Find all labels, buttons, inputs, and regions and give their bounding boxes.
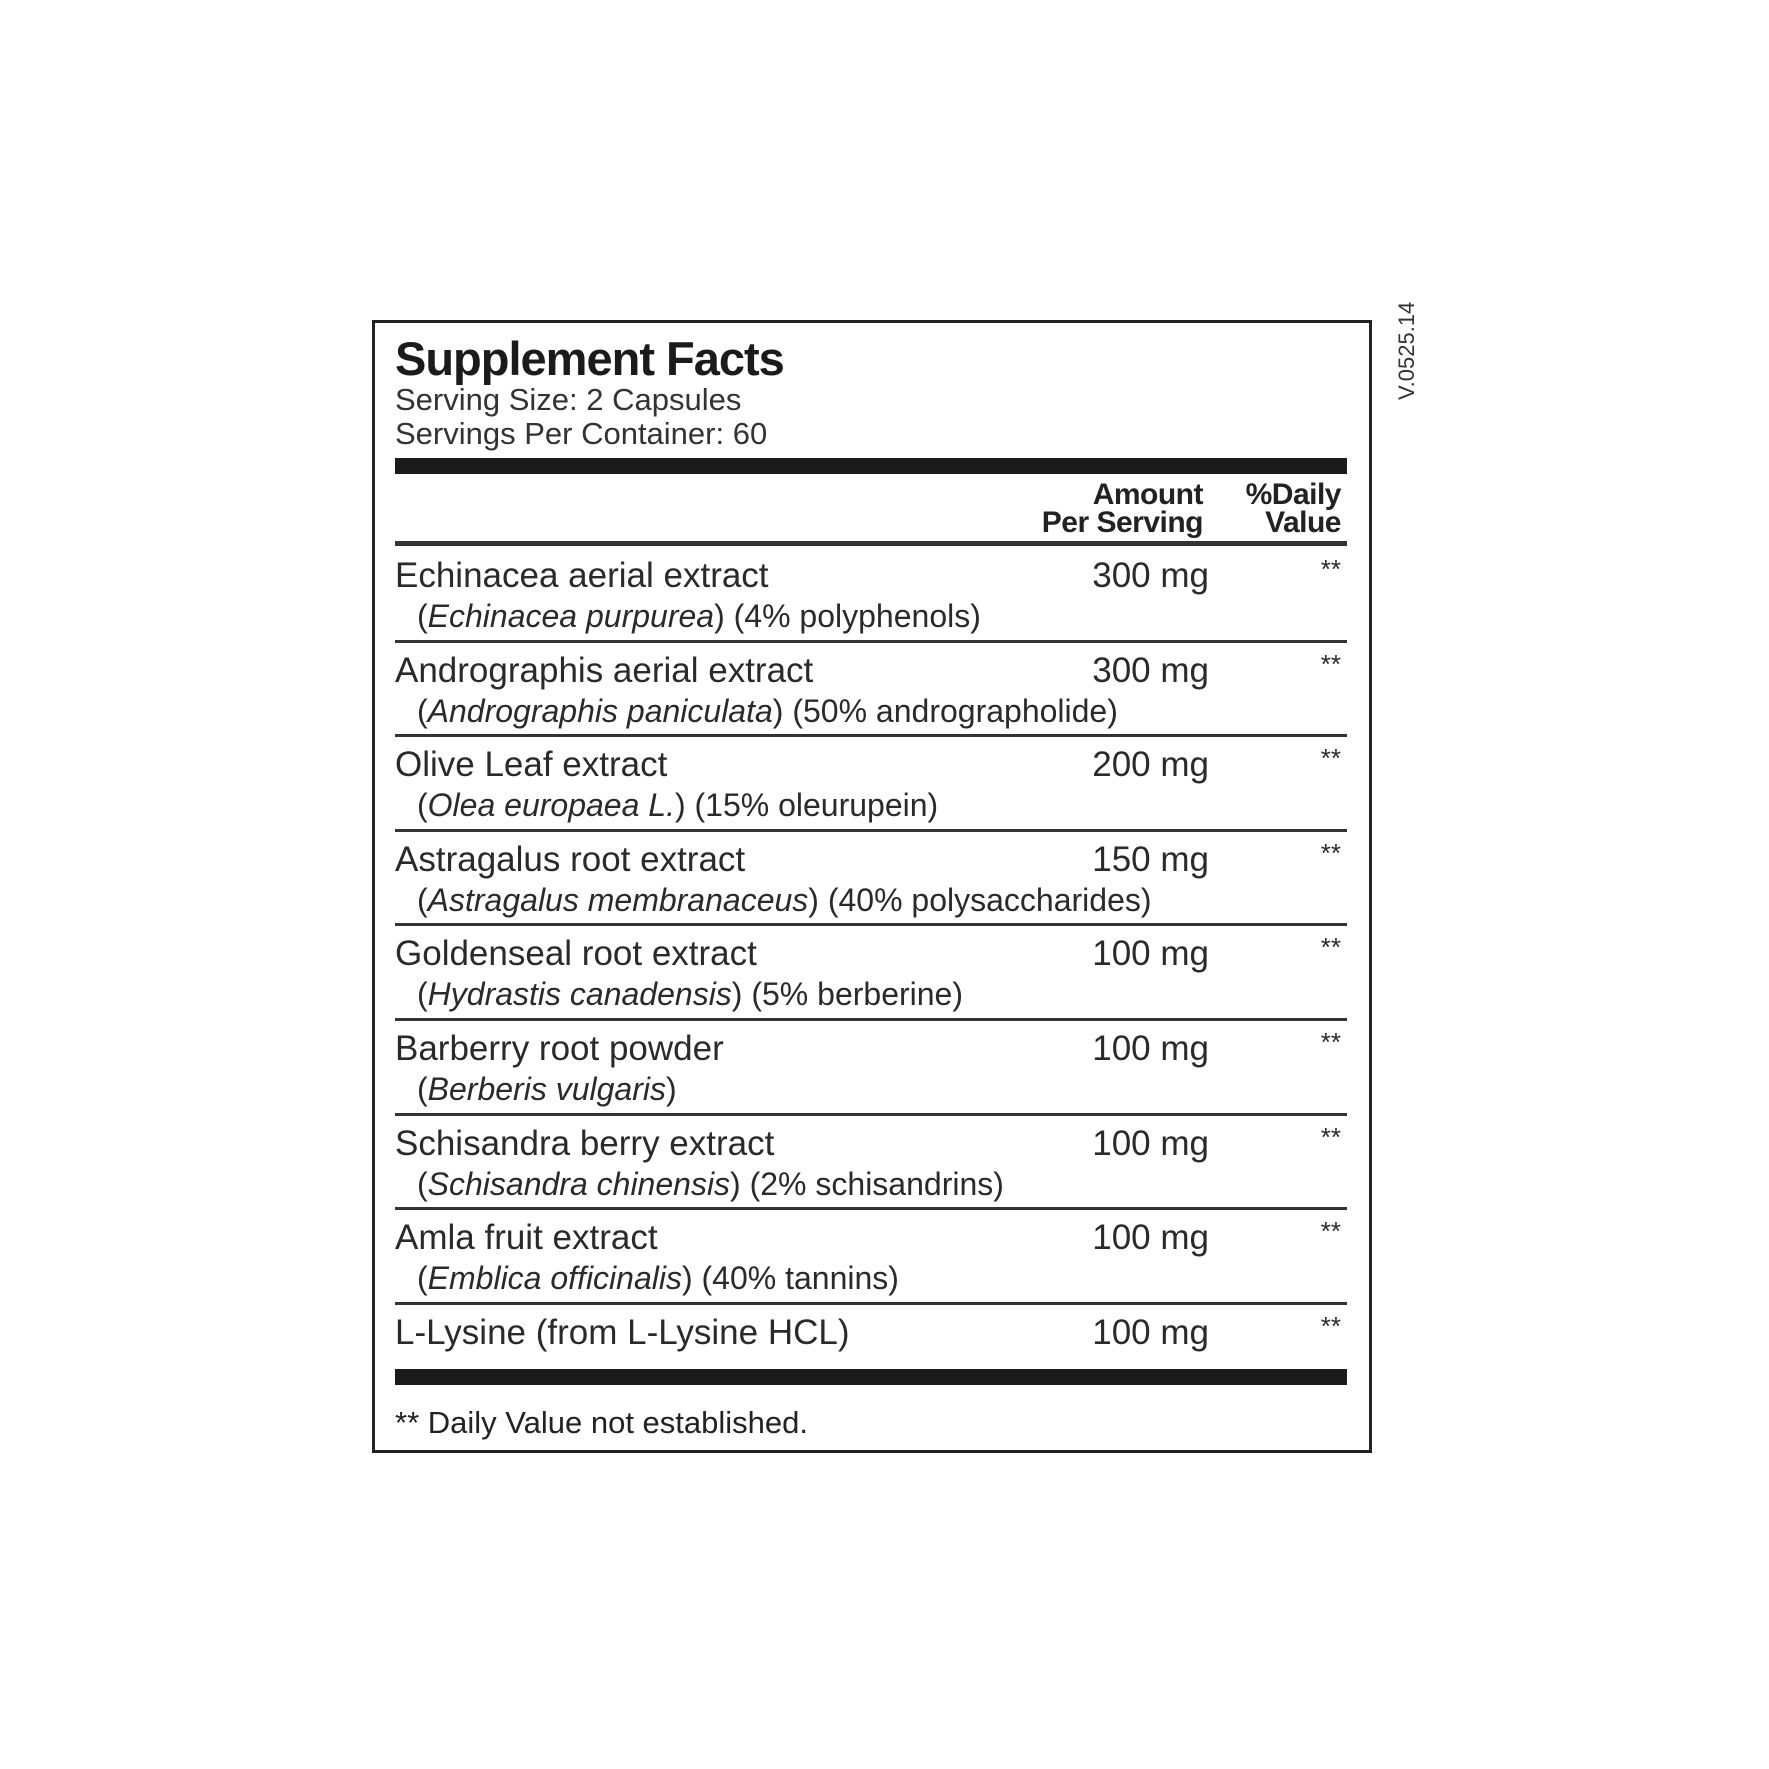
supplement-facts-panel (372, 320, 1372, 1453)
ingredient-name: Astragalus root extract (395, 839, 746, 879)
ingredient-amount: 300 mg (1092, 650, 1209, 690)
ingredient-standardization: (15% oleurupein) (685, 787, 939, 824)
ingredient-daily-value: ** (1320, 1121, 1341, 1152)
ingredient-source: (Andrographis paniculata) (50% andrographolide) (417, 692, 1118, 729)
amount-header-line1: Amount (1092, 478, 1203, 511)
servings-per-container: Servings Per Container: 60 (395, 416, 768, 451)
ingredient-source: (Echinacea purpurea) (4% polyphenols) (417, 598, 981, 634)
ingredient-amount: 100 mg (1092, 934, 1209, 974)
ingredient-amount: 100 mg (1092, 1312, 1209, 1352)
ingredient-daily-value: ** (1320, 932, 1341, 963)
ingredient-row (395, 643, 1347, 737)
ingredient-amount: 150 mg (1092, 839, 1209, 879)
panel-title: Supplement Facts (395, 332, 784, 385)
ingredient-daily-value: ** (1320, 648, 1341, 679)
ingredient-name: Andrographis aerial extract (395, 650, 814, 690)
ingredient-latin-name: Emblica officinalis (427, 1260, 682, 1297)
ingredient-amount: 100 mg (1092, 1218, 1209, 1258)
dv-header-line2: Value (1265, 506, 1341, 539)
ingredient-standardization: (50% andrographolide) (783, 692, 1118, 729)
amount-header-line2: Per Serving (1041, 506, 1203, 539)
ingredient-row (395, 548, 1347, 642)
ingredient-source: (Berberis vulgaris) (417, 1071, 677, 1107)
bottom-divider-bar (395, 1369, 1347, 1385)
ingredient-latin-name: Astragalus membranaceus (427, 881, 809, 918)
ingredient-amount: 200 mg (1092, 745, 1209, 785)
header-rule (395, 541, 1347, 546)
ingredient-row (395, 1210, 1347, 1304)
ingredient-source: (Olea europaea L.) (15% oleurupein) (417, 787, 939, 824)
ingredient-source: (Hydrastis canadensis) (5% berberine) (417, 976, 963, 1013)
amount-column-header (1041, 478, 1203, 539)
ingredient-name: Olive Leaf extract (395, 745, 668, 785)
ingredient-amount: 100 mg (1092, 1123, 1209, 1163)
ingredient-source: (Schisandra chinensis) (2% schisandrins) (417, 1165, 1004, 1202)
ingredient-standardization: (2% schisandrins) (740, 1165, 1004, 1202)
ingredient-latin-name: Hydrastis canadensis (427, 976, 732, 1013)
ingredient-latin-name: Schisandra chinensis (427, 1165, 731, 1202)
ingredient-name: Schisandra berry extract (395, 1123, 775, 1163)
ingredient-name: Goldenseal root extract (395, 934, 757, 974)
ingredient-latin-name: Berberis vulgaris (427, 1071, 666, 1107)
ingredient-name: L-Lysine (from L-Lysine HCL) (395, 1312, 850, 1352)
ingredient-row (395, 926, 1347, 1020)
serving-size: Serving Size: 2 Capsules (395, 382, 742, 417)
ingredient-row (395, 832, 1347, 926)
ingredient-name: Echinacea aerial extract (395, 556, 769, 595)
ingredient-name: Barberry root powder (395, 1029, 724, 1068)
ingredient-amount: 300 mg (1092, 556, 1209, 595)
ingredient-latin-name: Andrographis paniculata (427, 692, 773, 729)
ingredient-amount: 100 mg (1092, 1029, 1209, 1068)
ingredient-daily-value: ** (1320, 1216, 1341, 1247)
version-code: V.0525.14 (1394, 301, 1419, 400)
ingredient-row (395, 1021, 1347, 1115)
ingredient-daily-value: ** (1320, 743, 1341, 774)
ingredient-standardization: (4% polyphenols) (724, 598, 981, 634)
ingredient-latin-name: Echinacea purpurea (427, 598, 715, 634)
ingredient-latin-name: Olea europaea L. (427, 787, 675, 824)
footnote: ** Daily Value not established. (395, 1405, 809, 1440)
ingredient-name: Amla fruit extract (395, 1218, 658, 1258)
ingredient-standardization: (40% polysaccharides) (818, 881, 1152, 918)
top-divider-bar (395, 458, 1347, 474)
daily-value-column-header (1245, 478, 1341, 539)
ingredient-row (395, 737, 1347, 831)
ingredient-standardization: (5% berberine) (742, 976, 963, 1013)
ingredient-row (395, 1116, 1347, 1210)
ingredient-daily-value: ** (1320, 554, 1341, 584)
ingredient-standardization: (40% tannins) (692, 1260, 899, 1297)
ingredient-source: (Astragalus membranaceus) (40% polysaccharides) (417, 881, 1152, 918)
ingredient-daily-value: ** (1320, 837, 1341, 868)
ingredient-daily-value: ** (1320, 1310, 1341, 1341)
ingredient-daily-value: ** (1320, 1027, 1341, 1057)
ingredient-source: (Emblica officinalis) (40% tannins) (417, 1260, 899, 1297)
dv-header-line1: %Daily (1245, 478, 1341, 511)
